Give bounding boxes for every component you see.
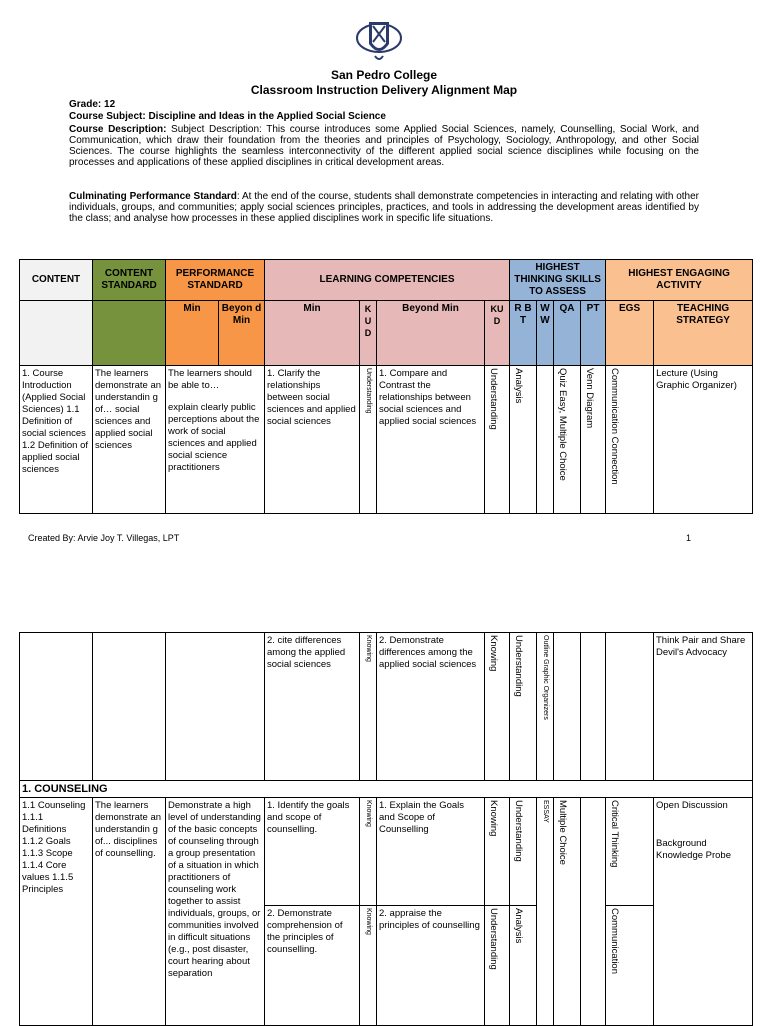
- header-rbt: R B T: [510, 301, 537, 366]
- course-subject: Course Subject: Discipline and Ideas in the Applied Social Science: [69, 111, 386, 122]
- row1-qa-cell: [554, 366, 581, 514]
- document-title: Classroom Instruction Delivery Alignment Map: [250, 83, 518, 97]
- row3-performance-min: Demonstrate a high level of understanding of the basic concepts of counseling through a group presentation of a situation in which practitioners of counseling work together to assist individuals, groups, or communities involved in difficult situations (e.g., post disaster, court hearing about separation: [166, 798, 265, 1026]
- row3-lc-beyond-b: 2. appraise the principles of counselling: [377, 906, 485, 1026]
- row3-rbt-a: Understanding: [513, 800, 524, 862]
- row2-kud2: Knowing: [488, 635, 499, 672]
- row2-lc-min: 2. cite differences among the applied social sciences: [265, 633, 360, 781]
- row2-ww-cell: [537, 633, 554, 781]
- row1-pt-cell: [581, 366, 606, 514]
- row1-kud-cell: [360, 366, 377, 514]
- row3-qa-cell: [554, 798, 581, 1026]
- row2-lc-beyond: 2. Demonstrate differences among the applied social sciences: [377, 633, 485, 781]
- row3-rbt-b-cell: [510, 906, 537, 1026]
- row2-content-blank: [20, 633, 93, 781]
- header-pt: PT: [581, 301, 606, 366]
- section-title-counseling: 1. COUNSELING: [20, 781, 753, 798]
- created-by: Created By: Arvie Joy T. Villegas, LPT: [28, 533, 180, 543]
- header-lc-beyond-min: Beyond Min: [377, 301, 485, 366]
- row3-kud-b: Knowing: [365, 908, 372, 935]
- row3-egs-a-cell: [606, 798, 654, 906]
- row2-kud2-cell: [485, 633, 510, 781]
- header-egs: EGS: [606, 301, 654, 366]
- row3-kud2-a-cell: [485, 798, 510, 906]
- row2-kud: Knowing: [365, 635, 372, 662]
- row1-qa: Quiz Easy, Multiple Choice: [557, 368, 569, 481]
- row1-performance-intro: The learners should be able to…: [168, 368, 252, 391]
- header-content-standard: CONTENT STANDARD: [93, 260, 166, 301]
- header-qa: QA: [554, 301, 581, 366]
- header-kud: K U D: [360, 301, 377, 366]
- row3-kud-a: Knowing: [365, 800, 372, 827]
- row3-rbt-b: Analysis: [513, 908, 524, 944]
- row2-ww: Outline Graphic Organizers: [542, 635, 549, 720]
- row2-teaching-strategy: Think Pair and Share Devil's Advocacy: [654, 633, 753, 781]
- grade-label: Grade: 12: [69, 99, 116, 110]
- school-name: San Pedro College: [330, 68, 438, 82]
- header-learning-competencies: LEARNING COMPETENCIES: [265, 260, 510, 301]
- alignment-map-table-continued: [19, 632, 753, 1026]
- row3-pt-cell: [581, 798, 606, 1026]
- row3-kud2-a: Knowing: [488, 800, 499, 837]
- row2-performance-blank: [166, 633, 265, 781]
- row1-egs-cell: [606, 366, 654, 514]
- page-number: 1: [686, 533, 692, 543]
- row3-qa: Multiple Choice: [557, 800, 568, 865]
- alignment-map-table: [19, 259, 753, 514]
- row1-teaching-strategy: Lecture (Using Graphic Organizer): [654, 366, 753, 514]
- row3-egs-a: Critical Thinking: [609, 800, 620, 868]
- row1-rbt-cell: [510, 366, 537, 514]
- row3-ww-cell: [537, 798, 554, 1026]
- header-perf-min: Min: [166, 301, 219, 366]
- row1-kud: Understanding: [365, 368, 373, 414]
- row3-lc-min-a: 1. Identify the goals and scope of counselling.: [265, 798, 360, 906]
- row3-kud2-b: Understanding: [488, 908, 499, 970]
- row3-kud2-b-cell: [485, 906, 510, 1026]
- row1-performance-text: explain clearly public perceptions about the work of social sciences and applied social science practitioners: [168, 402, 260, 473]
- culminating-performance-standard: Culminating Performance Standard: At the end of the course, students shall demonstrate competencies in interacting and relating with other individuals, groups, and communities; apply social sciences principles, practices, and tools in addressing the development areas identified by the class; and analyse how processes in these applied disciplines work in specific life situations.: [69, 191, 699, 224]
- row2-egs-cell: [606, 633, 654, 781]
- college-seal-logo: [355, 14, 403, 66]
- row2-pt-cell: [581, 633, 606, 781]
- header-highest-thinking-skills: HIGHEST THINKING SKILLS TO ASSESS: [510, 260, 606, 301]
- row1-content: 1. Course Introduction (Applied Social Sciences) 1.1 Definition of social sciences 1.2 Definition of applied social sciences: [20, 366, 93, 514]
- header-ww: W W: [537, 301, 554, 366]
- row1-egs: Communication Connection: [609, 368, 621, 485]
- row2-rbt-cell: [510, 633, 537, 781]
- row3-rbt-a-cell: [510, 798, 537, 906]
- row3-egs-b: Communication: [609, 908, 620, 974]
- row3-ww: ESSAY: [542, 800, 549, 823]
- header-lc-min: Min: [265, 301, 360, 366]
- row3-teaching-strategy: [654, 798, 753, 1026]
- header-content: CONTENT: [20, 260, 93, 301]
- row1-lc-min: 1. Clarify the relationships between social sciences and applied social sciences: [265, 366, 360, 514]
- row2-content-standard-blank: [93, 633, 166, 781]
- row3-strategy-open-discussion: Open Discussion: [656, 800, 728, 811]
- row1-lc-beyond: 1. Compare and Contrast the relationships between social sciences and applied social sciences: [377, 366, 485, 514]
- header-content-standard-blank: [93, 301, 166, 366]
- row3-lc-min-b: 2. Demonstrate comprehension of the principles of counselling.: [265, 906, 360, 1026]
- row3-content: 1.1 Counseling 1.1.1 Definitions 1.1.2 Goals 1.1.3 Scope 1.1.4 Core values 1.1.5 Principles: [20, 798, 93, 1026]
- course-description: Course Description: Subject Description: This course introduces some Applied Social Sciences, namely, Counselling, Social Work, and Communication, which draw their foundation from the theories and principles of Psychology, Sociology, Anthropology, and other Social Sciences. The course highlights the seamless interconnectivity of the different applied social science disciplines while focusing on the processes and applications of these applied disciplines in critical development areas.: [69, 124, 699, 168]
- row1-content-standard: The learners demonstrate an understandin g of… social sciences and applied social sciences: [93, 366, 166, 514]
- row3-lc-beyond-a: 1. Explain the Goals and Scope of Counselling: [377, 798, 485, 906]
- row2-kud-cell: [360, 633, 377, 781]
- row1-performance-min: [166, 366, 265, 514]
- header-highest-engaging-activity: HIGHEST ENGAGING ACTIVITY: [606, 260, 753, 301]
- header-performance-standard: PERFORMANCE STANDARD: [166, 260, 265, 301]
- row1-kud2-cell: [485, 366, 510, 514]
- row3-strategy-background-probe: Background Knowledge Probe: [656, 838, 731, 861]
- row3-kud-b-cell: [360, 906, 377, 1026]
- row1-pt: Venn Diagram: [584, 368, 596, 429]
- header-content-blank: [20, 301, 93, 366]
- row3-egs-b-cell: [606, 906, 654, 1026]
- header-teaching-strategy: TEACHING STRATEGY: [654, 301, 753, 366]
- row3-kud-a-cell: [360, 798, 377, 906]
- row3-content-standard: The learners demonstrate an understandin g of... disciplines of counselling.: [93, 798, 166, 1026]
- header-perf-beyond-min: Beyon d Min: [219, 301, 265, 366]
- row1-kud2: Understanding: [488, 368, 500, 430]
- row1-rbt: Analysis: [513, 368, 525, 404]
- row1-ww-cell: [537, 366, 554, 514]
- header-kud-2: KU D: [485, 301, 510, 366]
- row2-qa-cell: [554, 633, 581, 781]
- row2-rbt: Understanding: [513, 635, 524, 697]
